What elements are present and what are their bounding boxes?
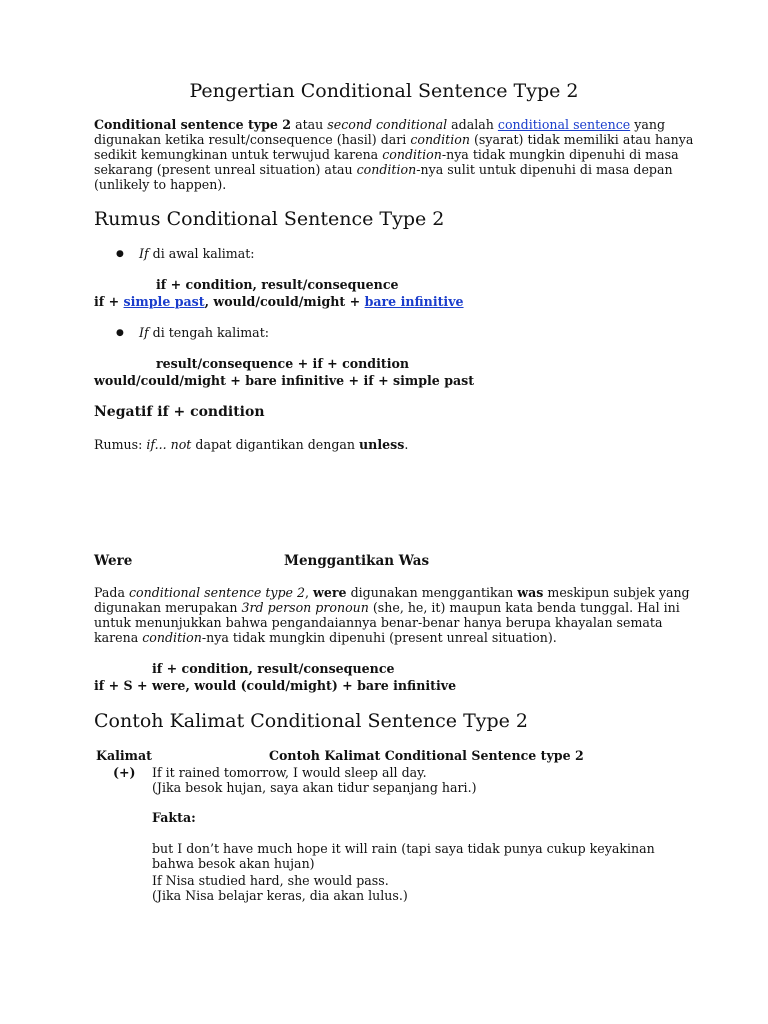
simple-past-link[interactable]: simple past <box>123 294 205 309</box>
example-translation-2: (Jika Nisa belajar keras, dia akan lulus.) <box>152 888 408 903</box>
were-paragraph: Pada conditional sentence type 2, were digunakan menggantikan was meskipun subjek yang digunakan merupakan 3rd person pronoun (she, he, it) maupun kata benda tunggal. Hal ini untuk menunjukkan bahwa pengandaiannya benar-benar hanya berupa khayalan semata karena condition-nya tidak mungkin dipenuhi (present unreal situation). <box>94 585 690 645</box>
formula-4: would/could/might + bare infinitive + if + simple past <box>94 373 475 388</box>
kalimat-column-header: Kalimat <box>96 748 152 763</box>
page-title: Pengertian Conditional Sentence Type 2 <box>189 80 579 102</box>
formula-1: if + condition, result/consequence <box>156 277 399 292</box>
bullet-icon: ● <box>116 328 124 338</box>
fakta-label: Fakta: <box>152 810 196 825</box>
were-formula-1: if + condition, result/consequence <box>152 661 395 676</box>
example-sentence-1: If it rained tomorrow, I would sleep all day. <box>152 765 427 780</box>
contoh-column-header: Contoh Kalimat Conditional Sentence type 2 <box>269 748 584 763</box>
example-translation-1: (Jika besok hujan, saya akan tidur sepanjang hari.) <box>152 780 477 795</box>
bullet-if-awal: If di awal kalimat: <box>139 246 255 261</box>
fakta-line-1: but I don’t have much hope it will rain (tapi saya tidak punya cukup keyakinan <box>152 841 655 856</box>
conditional-sentence-link[interactable]: conditional sentence <box>497 117 631 132</box>
example-sentence-2: If Nisa studied hard, she would pass. <box>152 873 389 888</box>
menggantikan-was-label: Menggantikan Was <box>284 553 430 569</box>
formula-2: if + simple past, would/could/might + bare infinitive <box>94 294 464 309</box>
bullet-icon: ● <box>116 249 124 259</box>
intro-paragraph: Conditional sentence type 2 atau second conditional adalah conditional sentence yang digunakan ketika result/consequence (hasil) dari condition (syarat) tidak memiliki atau hanya sedikit kemungkinan untuk terwujud karena condition-nya tidak mungkin dipenuhi di masa sekarang (present unreal situation) atau condition-nya sulit untuk dipenuhi di masa depan (unlikely to happen). <box>94 117 694 192</box>
positive-marker: (+) <box>113 765 136 780</box>
fakta-line-2: bahwa besok akan hujan) <box>152 856 315 871</box>
negatif-rumus: Rumus: if... not dapat digantikan dengan unless. <box>94 437 409 452</box>
were-label: Were <box>94 553 133 569</box>
intro-term: Conditional sentence type 2 <box>94 117 292 132</box>
bare-infinitive-link[interactable]: bare infinitive <box>364 294 464 309</box>
rumus-heading: Rumus Conditional Sentence Type 2 <box>94 208 445 230</box>
bullet-if-tengah: If di tengah kalimat: <box>139 325 269 340</box>
negatif-heading: Negatif if + condition <box>94 404 265 420</box>
formula-3: result/consequence + if + condition <box>156 356 410 371</box>
contoh-heading: Contoh Kalimat Conditional Sentence Type 2 <box>94 710 529 732</box>
were-formula-2: if + S + were, would (could/might) + bare infinitive <box>94 678 457 693</box>
